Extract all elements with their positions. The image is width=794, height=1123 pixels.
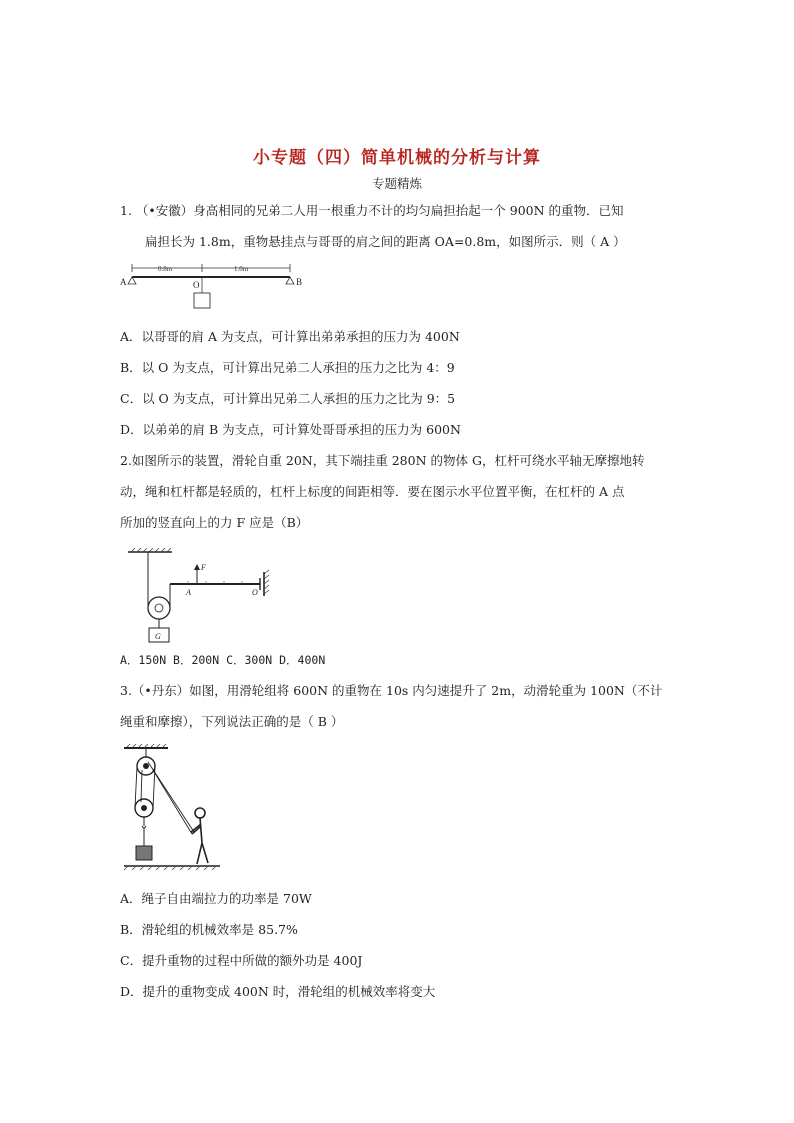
q1-label-o: O — [193, 280, 200, 290]
page-title: 小专题（四）简单机械的分析与计算 — [253, 148, 541, 168]
q1-option-b: B．以 O 为支点，可计算出兄弟二人承担的压力之比为 4：9 — [120, 360, 455, 375]
q2-pulley-lever-figure — [128, 548, 278, 644]
q1-stem-line2: 扁担长为 1.8m，重物悬挂点与哥哥的肩之间的距离 OA=0.8m，如图所示．则（ A ） — [145, 234, 626, 249]
q3-option-d: D．提升的重物变成 400N 时，滑轮组的机械效率将变大 — [120, 984, 436, 999]
q2-label-g: G — [155, 632, 161, 641]
q1-weight-box — [194, 293, 210, 308]
q3-person-icon — [191, 808, 208, 864]
q2-options: A．150N B．200N C．300N D．400N — [120, 653, 326, 667]
section-subtitle: 专题精炼 — [371, 176, 422, 191]
q1-shoulder-pole-figure — [118, 262, 318, 312]
q1-option-d: D．以弟弟的肩 B 为支点，可计算处哥哥承担的压力为 600N — [120, 422, 461, 437]
q1-dim-left-label: 0.8m — [158, 265, 173, 273]
q3-option-b: B．滑轮组的机械效率是 85.7% — [120, 922, 298, 937]
q1-label-a: A — [120, 277, 127, 287]
q3-option-c: C．提升重物的过程中所做的额外功是 400J — [120, 953, 363, 968]
q1-option-c: C．以 O 为支点，可计算出兄弟二人承担的压力之比为 9：5 — [120, 391, 456, 406]
q3-weight-box — [136, 846, 152, 860]
q3-stem-line1: 3.（•丹东）如图，用滑轮组将 600N 的重物在 10s 内匀速提升了 2m，动滑轮重为 100N（不计 — [120, 683, 663, 698]
q2-label-a: A — [186, 588, 191, 597]
q2-label-f: F — [201, 563, 206, 572]
q1-option-a: A．以哥哥的肩 A 为支点，可计算出弟弟承担的压力为 400N — [120, 329, 460, 344]
q2-force-arrow-icon — [194, 564, 200, 570]
q2-label-o: O — [252, 588, 258, 597]
q2-stem-line3: 所加的竖直向上的力 F 应是（B） — [120, 515, 309, 530]
q3-option-a: A．绳子自由端拉力的功率是 70W — [120, 891, 312, 906]
q1-stem-line1: 1. （•安徽）身高相同的兄弟二人用一根重力不计的均匀扁担抬起一个 900N 的重物．已知 — [120, 203, 624, 218]
q1-dim-right-label: 1.0m — [234, 265, 249, 273]
q2-stem-line1: 2.如图所示的装置，滑轮自重 20N，其下端挂重 280N 的物体 G，杠杆可绕水平轴无摩擦地转 — [120, 453, 645, 468]
q2-stem-line2: 动，绳和杠杆都是轻质的，杠杆上标度的间距相等．要在图示水平位置平衡，在杠杆的 A 点 — [120, 484, 625, 499]
q1-support-a-icon — [128, 277, 136, 284]
q1-support-b-icon — [286, 277, 294, 284]
q1-label-b: B — [296, 277, 303, 287]
q3-stem-line2: 绳重和摩擦），下列说法正确的是（ B ） — [120, 714, 344, 729]
q3-pulley-system-figure — [120, 742, 230, 872]
